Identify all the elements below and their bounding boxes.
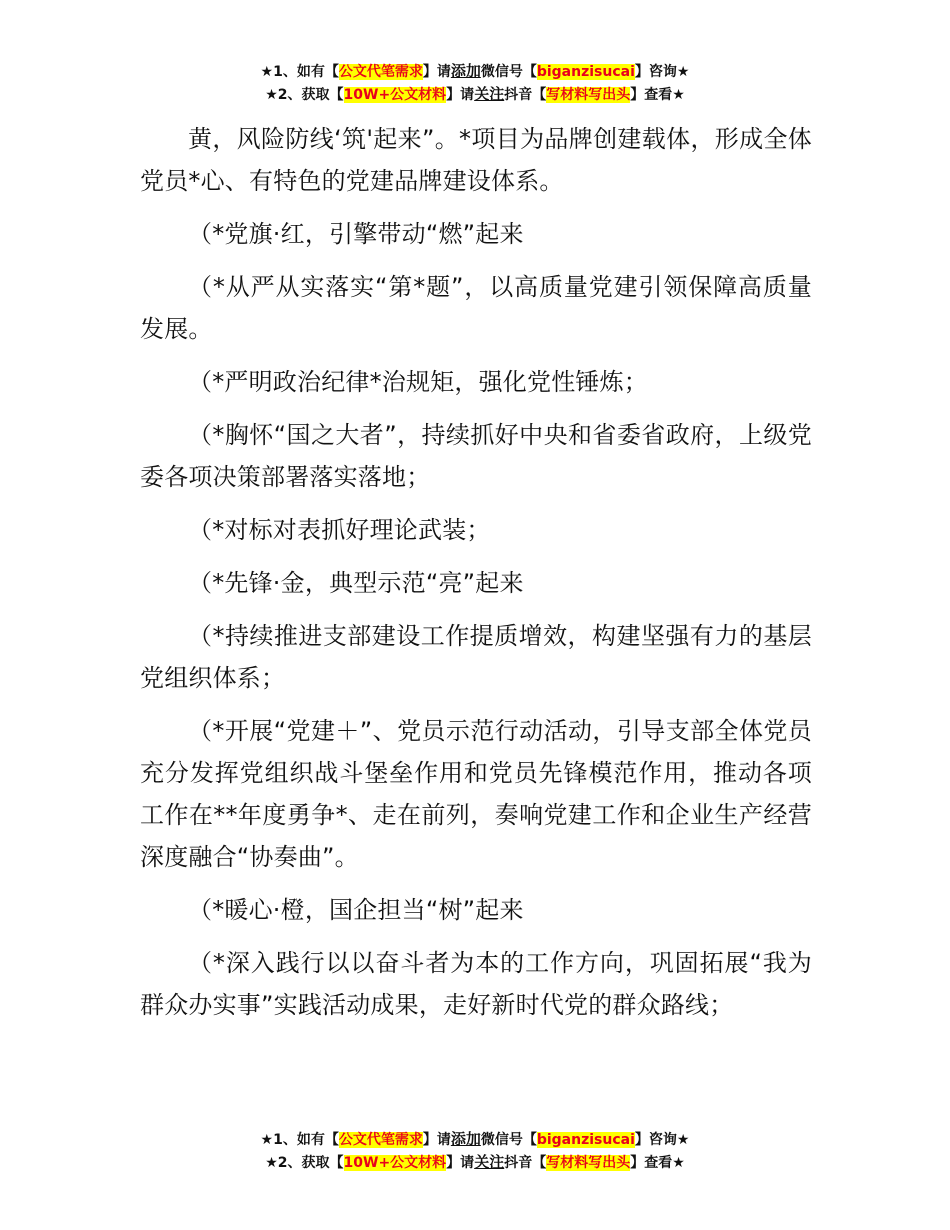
banner-highlight: 公文代笔需求	[338, 64, 423, 80]
banner-line-2	[0, 1151, 950, 1174]
banner-highlight: 公文代笔需求	[338, 1132, 423, 1148]
banner-text: 抖音【	[504, 87, 547, 103]
banner-text: 】查看★	[630, 1155, 685, 1171]
banner-emphasis: 添加	[450, 62, 481, 80]
paragraph: 黄，风险防线‘筑'起来”。*项目为品牌创建载体，形成全体党员*心、有特色的党建品牌建设体系。	[140, 125, 812, 195]
banner-emphasis: 关注	[474, 1153, 505, 1171]
section-heading: （*暖心·橙，国企担当“树”起来	[188, 896, 524, 924]
section-heading: （*党旗·红，引擎带动“燃”起来	[188, 220, 524, 248]
banner-text: ★2、获取【	[265, 87, 344, 103]
banner-emphasis: 关注	[474, 85, 505, 103]
banner-text: 】咨询★	[634, 64, 690, 80]
banner-text: 】请	[422, 64, 451, 80]
banner-text: 抖音【	[504, 1155, 547, 1171]
banner-text: ★1、如有【	[260, 64, 339, 80]
banner-text: ★2、获取【	[265, 1155, 344, 1171]
banner-text: 】咨询★	[634, 1132, 690, 1148]
banner-text: 】请	[422, 1132, 451, 1148]
banner-highlight: 写材料写出头	[546, 87, 631, 103]
banner-text: 】查看★	[630, 87, 685, 103]
banner-line-1	[0, 1128, 950, 1151]
paragraph: （*从严从实落实“第*题”，以高质量党建引领保障高质量发展。	[140, 273, 812, 343]
banner-text: 】请	[446, 87, 475, 103]
banner-highlight: 10W+公文材料	[343, 1155, 447, 1171]
banner-emphasis: 添加	[450, 1130, 481, 1148]
paragraph: （*持续推进支部建设工作提质增效，构建坚强有力的基层党组织体系；	[140, 622, 812, 692]
document-body	[140, 118, 812, 1037]
header-banner	[0, 60, 950, 106]
section-heading: （*先锋·金，典型示范“亮”起来	[188, 569, 524, 597]
footer-banner	[0, 1128, 950, 1174]
banner-text: 微信号【	[480, 64, 537, 80]
paragraph: （*胸怀“国之大者”，持续抓好中央和省委省政府，上级党委各项决策部署落实落地；	[140, 421, 812, 491]
banner-line-2	[0, 83, 950, 106]
banner-line-1	[0, 60, 950, 83]
banner-highlight: 写材料写出头	[546, 1155, 631, 1171]
paragraph: （*开展“党建＋”、党员示范行动活动，引导支部全体党员充分发挥党组织战斗堡垒作用和党员先锋模范作用，推动各项工作在**年度勇争*、走在前列，奏响党建工作和企业生产经营深度融合“协奏曲”。	[140, 717, 812, 871]
paragraph: （*严明政治纪律*治规矩，强化党性锤炼；	[188, 368, 648, 396]
paragraph: （*深入践行以以奋斗者为本的工作方向，巩固拓展“我为群众办实事”实践活动成果，走好新时代党的群众路线；	[140, 949, 812, 1019]
paragraph: （*对标对表抓好理论武装；	[188, 516, 491, 544]
banner-text: ★1、如有【	[260, 1132, 339, 1148]
banner-highlight: 10W+公文材料	[343, 87, 447, 103]
banner-highlight: biganzisucai	[536, 64, 635, 80]
banner-highlight: biganzisucai	[536, 1132, 635, 1148]
banner-text: 】请	[446, 1155, 475, 1171]
banner-text: 微信号【	[480, 1132, 537, 1148]
